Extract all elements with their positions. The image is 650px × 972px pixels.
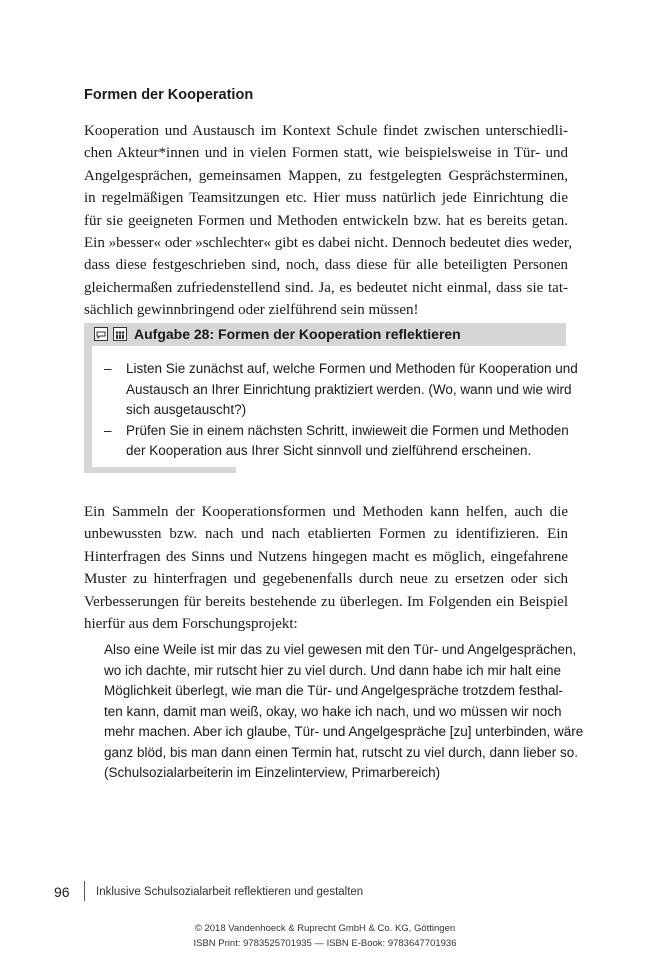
paragraph-line: chen Akteur*innen und in vielen Formen statt, wie beispielsweise in Tür- und (84, 145, 568, 162)
task-item-line: Listen Sie zunächst auf, welche Formen und Methoden für Kooperation und (126, 361, 578, 376)
quote-line: wo ich dachte, mir rutscht hier zu viel durch. Und dann habe ich mir halt eine (104, 662, 561, 678)
task-item-line: Austausch an Ihrer Einrichtung praktiziert werden. (Wo, wann und wie wird (126, 381, 572, 397)
running-footer-title: Inklusive Schulsozialarbeit reflektieren und gestalten (96, 886, 364, 898)
quote-line: Also eine Weile ist mir das zu viel gewesen mit den Tür- und Angelgesprächen, (104, 642, 577, 657)
paragraph-line: Ein »besser« oder »schlechter« gibt es dabei nicht. Dennoch bedeutet dies weder, (84, 235, 572, 252)
section-heading: Formen der Kooperation (84, 87, 254, 103)
quote-line: Möglichkeit überlegt, wie man die Tür- und Angelgespräche trotzdem festhal- (104, 683, 563, 698)
quote-source: (Schulsozialarbeiterin im Einzelinterview, Primarbereich) (104, 765, 441, 780)
paragraph-line: Ein Sammeln der Kooperationsformen und Methoden kann helfen, auch die (84, 504, 568, 520)
paragraph-line: für sie geeigneten Formen und Methoden entwickeln bzw. hat es bereits getan. (84, 212, 568, 229)
paragraph-line: dass diese festgeschrieben sind, noch, dass diese für alle beteiligten Personen (84, 257, 568, 274)
group-icon (113, 327, 127, 341)
paragraph-line: Angelgesprächen, gemeinsamen Mappen, zu festgelegten Gesprächsterminen, (84, 167, 568, 184)
quote-line: ten kann, damit man weiß, okay, wo hake ich nach, und wo müssen wir noch (104, 703, 562, 719)
quote-line: mehr machen. Aber ich glaube, Tür- und Angelgespräche [zu] unterbinden, wäre (104, 724, 584, 739)
paragraph-line: sächlich gewinnbringend oder zielführend sein müssen! (84, 302, 419, 319)
paragraph-line: Hinterfragen des Sinns und Nutzens hingegen macht es möglich, eingefahrene (84, 548, 568, 565)
task-list-item (104, 421, 568, 462)
paragraph-line: Muster zu hinterfragen und gegebenenfalls durch neue zu ersetzen oder sich (84, 571, 568, 588)
page-number: 96 (54, 884, 70, 900)
paragraph-line: Kooperation und Austausch im Kontext Schule findet zwischen unterschiedli- (84, 123, 568, 139)
footer-divider (84, 881, 85, 901)
paragraph-line: gleichermaßen zufriedenstellend sind. Ja, es bedeutet nicht einmal, dass sie tat- (84, 279, 568, 296)
paragraph-line: Verbesserungen für bereits bestehende zu überlegen. Im Folgenden ein Beispiel (84, 593, 568, 610)
task-item-line: sich ausgetauscht?) (126, 402, 247, 417)
list-dash: – (104, 361, 112, 376)
list-dash: – (104, 422, 112, 438)
task-bottom-border (84, 467, 236, 473)
task-item-line: Prüfen Sie in einem nächsten Schritt, inwieweit die Formen und Methoden (126, 422, 569, 438)
isbn-line: ISBN Print: 9783525701935 — ISBN E-Book: 9783647701936 (193, 938, 457, 949)
task-left-border (84, 346, 92, 473)
task-list (104, 359, 578, 462)
paragraph-line: hierfür aus dem Forschungsprojekt: (84, 616, 298, 633)
paragraph-collecting (84, 501, 568, 635)
paragraph-line: unbewussten bzw. nach und nach etablierten Formen zu identifizieren. Ein (84, 526, 568, 543)
interview-quote (104, 640, 584, 784)
quote-line: ganz blöd, bis man dann einen Termin hat, rutscht zu viel durch, dann lieber so. (104, 744, 579, 760)
copyright-line: © 2018 Vandenhoeck & Ruprecht GmbH & Co. KG, Göttingen (194, 923, 456, 934)
task-list-item (104, 359, 578, 421)
paragraph-intro (84, 120, 572, 322)
speech-bubble-icon (94, 327, 108, 341)
task-title: Aufgabe 28: Formen der Kooperation reflektieren (134, 326, 461, 342)
task-box (84, 323, 578, 473)
task-item-line: der Kooperation aus Ihrer Sicht sinnvoll und zielführend erscheinen. (126, 443, 532, 458)
paragraph-line: in regelmäßigen Teamsitzungen etc. Hier muss natürlich jede Einrichtung die (84, 190, 568, 207)
